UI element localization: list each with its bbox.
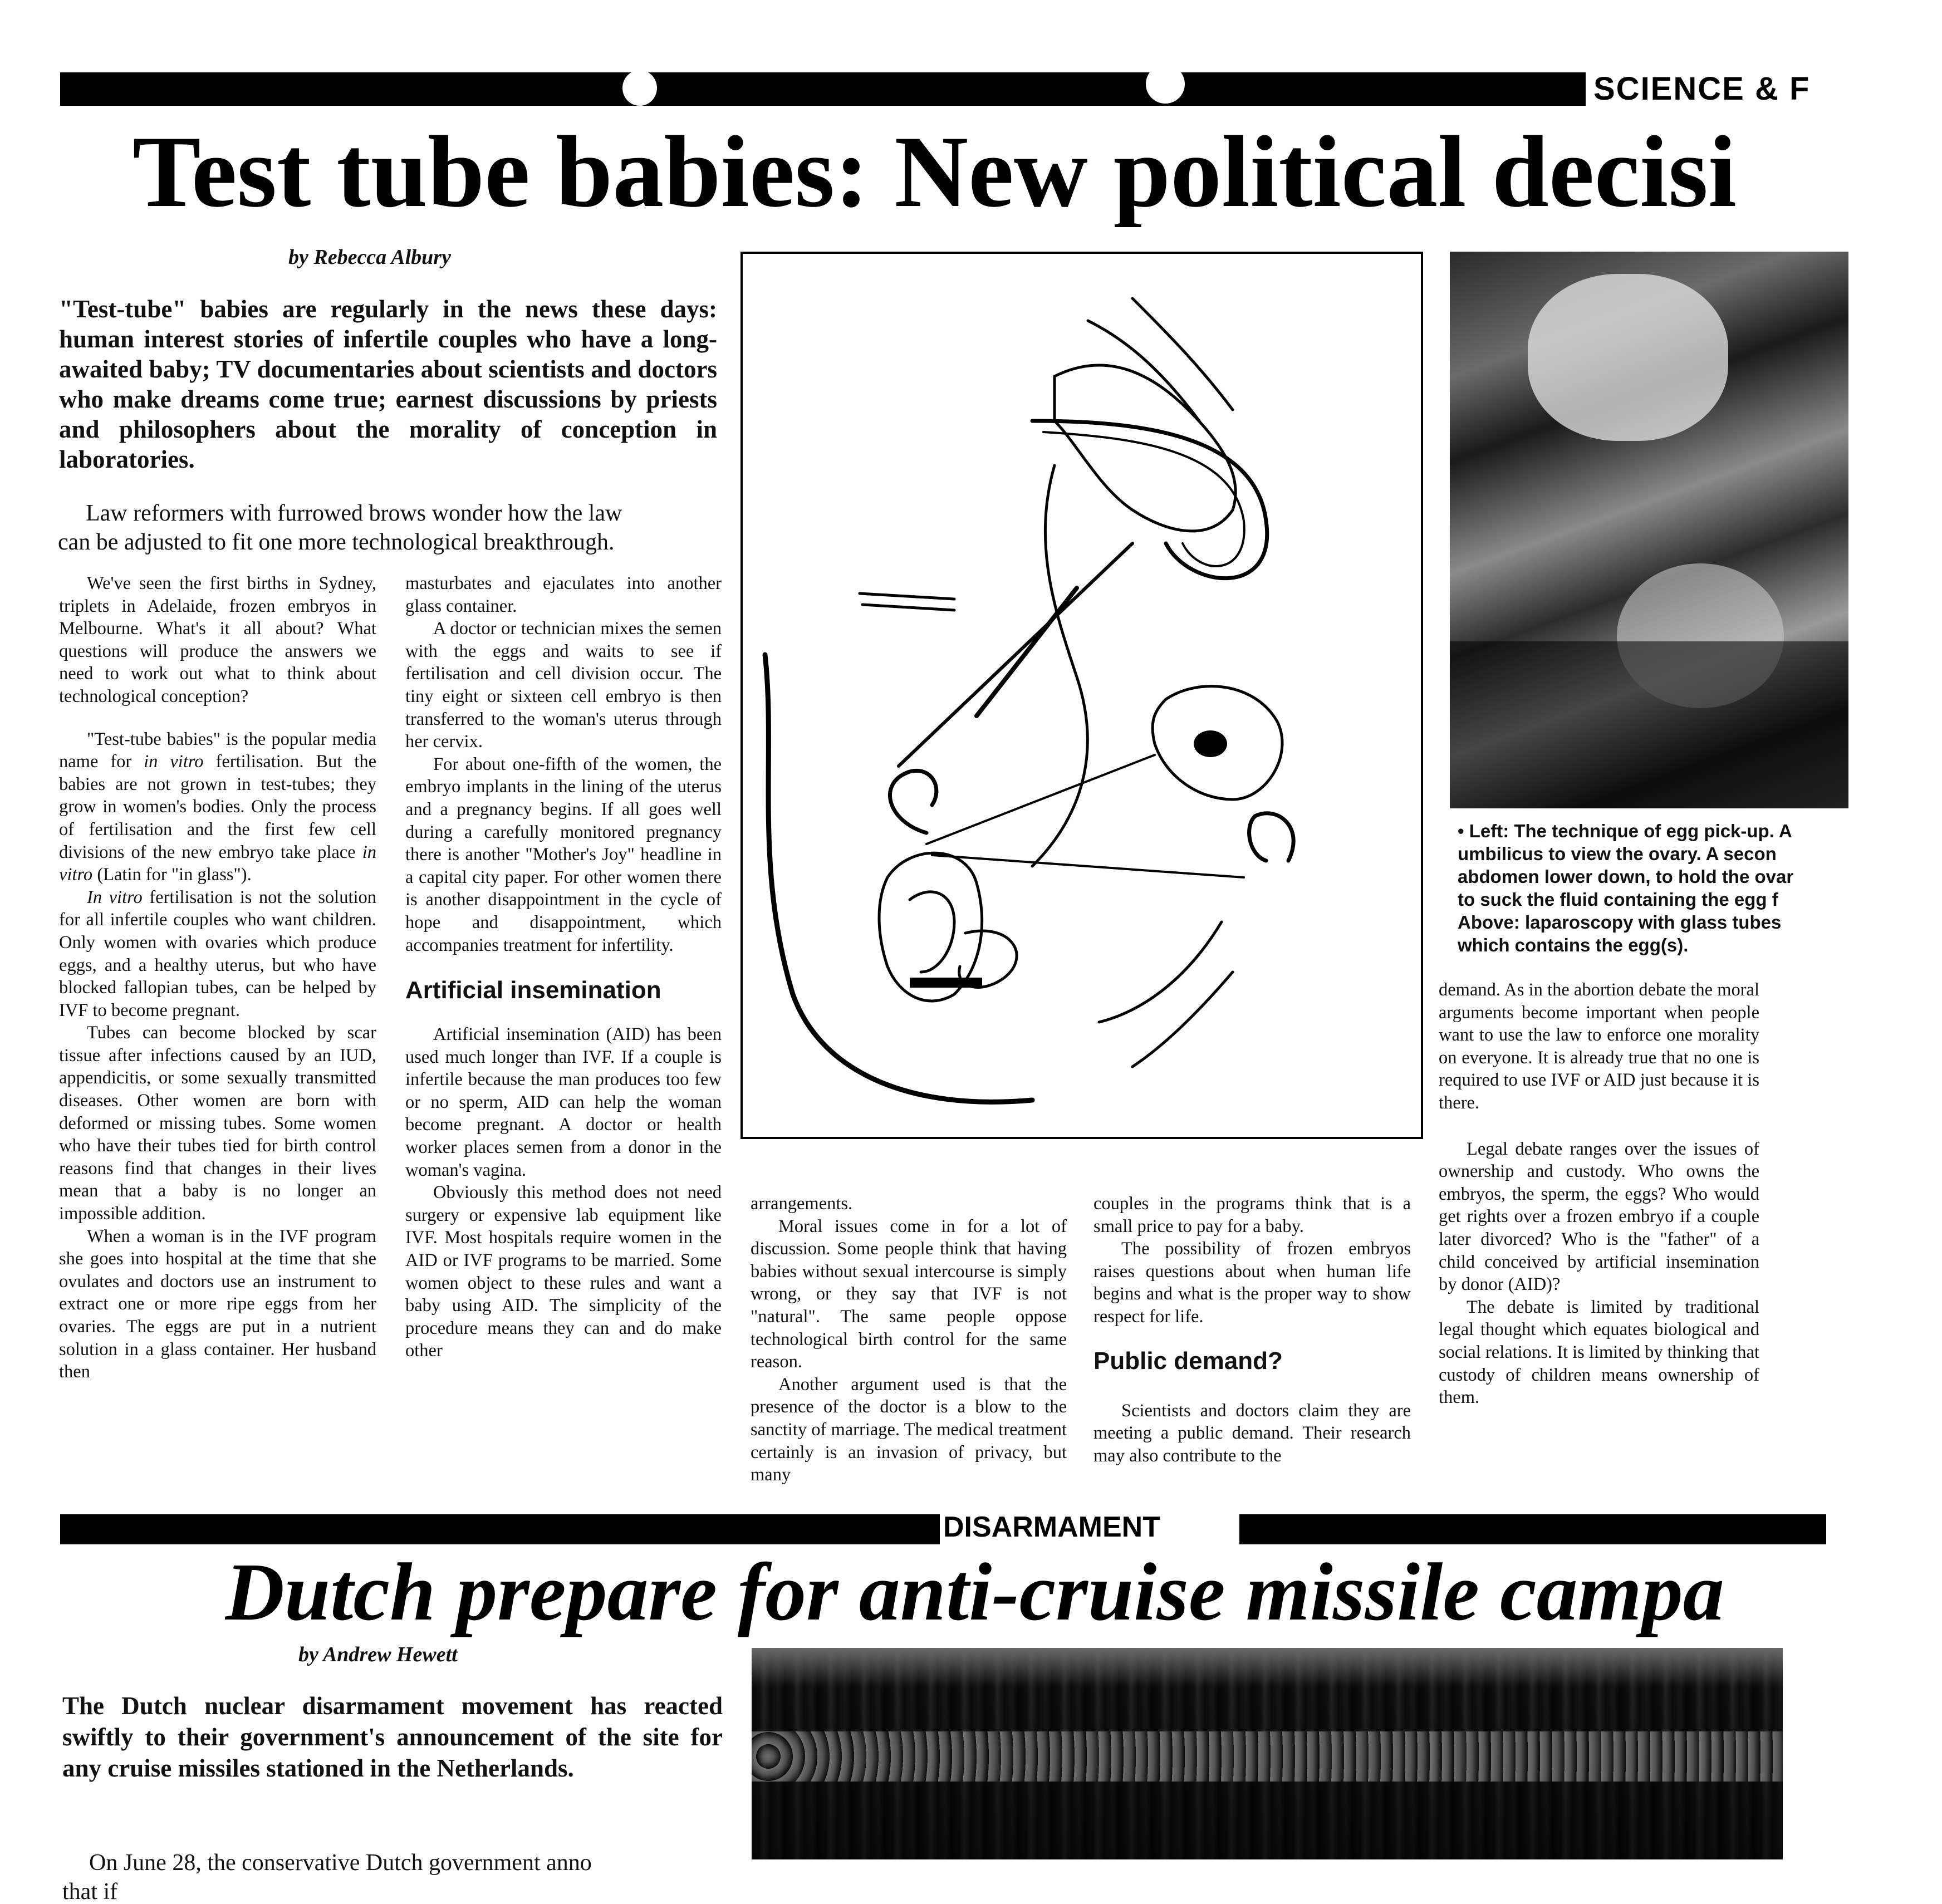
caption-line-2: umbilicus to view the ovary. A secon [1458, 843, 1777, 864]
article2-body-line-1: On June 28, the conservative Dutch government anno [89, 1850, 592, 1876]
col4-paragraph-2: The possibility of frozen embryos raises questions about when human life begins and what is the proper way to show respect for life. [1093, 1239, 1411, 1327]
egg-follicle [1194, 730, 1227, 757]
illustration-drawing [743, 254, 1421, 1137]
article1-lead: "Test-tube" babies are regularly in the news these days: human interest stories of infertile couples who have a long-awaited baby; TV documentaries about scientists and doctors who make dreams come true; earnest discussions by priests and philosophers about the morality of conception in laboratories. [59, 295, 717, 473]
article1-column-5 [1439, 979, 1759, 1409]
intro-line-1: Law reformers with furrowed brows wonder how the law [86, 500, 622, 526]
article1-column-3 [751, 1193, 1067, 1486]
col3-paragraph-1: arrangements. [751, 1194, 853, 1214]
col4-subhead: Public demand? [1093, 1347, 1283, 1375]
col1-p3-italic: In vitro [87, 887, 143, 907]
col1-paragraph-4: Tubes can become blocked by scar tissue after infections caused by an IUD, appendicitis, or some sexually transmitted diseases. Other women are born with deformed or missing tubes. Some women who have their tubes tied for birth control reasons find that changes in their lives mean that a baby is no longer an impossible addition. [59, 1023, 376, 1224]
col5-paragraph-1: demand. As in the abortion debate the moral arguments become important when people want to use the law to enforce one morality on everyone. It is already true that no one is required to use IVF or AID just because it is there. [1439, 980, 1759, 1113]
caption-line-1: • Left: The technique of egg pick-up. A [1458, 821, 1792, 841]
caption-line-5: Above: laparoscopy with glass tubes [1458, 912, 1782, 933]
col3-paragraph-3: Another argument used is that the presence of the doctor is a blow to the sanctity of marriage. The medical treatment certainly is an invasion of privacy, but many [751, 1374, 1067, 1485]
forceps-hook-right [1249, 813, 1294, 861]
needle-shaft [977, 588, 1077, 716]
protest-crowd-photo [752, 1648, 1783, 1859]
article1-headline: Test tube babies: New political decisi [133, 116, 1737, 227]
col1-p3-text: fertilisation is not the solution for all infertile couples who want children. Only women with ovaries which produce eggs, and a healthy uterus, but who have blocked fallopian tubes, can be helped by IVF to become pregnant. [59, 887, 376, 1020]
article2-body-line-2: that if [62, 1879, 118, 1903]
photo-caption [1458, 819, 1847, 956]
article1-intro [58, 499, 726, 557]
col5-paragraph-3: The debate is limited by traditional legal thought which equates biological and social relations. It is limited by thinking that custody of children means ownership of them. [1439, 1297, 1759, 1408]
crowd-photo-sky [752, 1648, 1783, 1687]
article1-column-1 [59, 572, 376, 1383]
skin-fold [1099, 922, 1233, 1067]
article2-headline: Dutch prepare for anti-cruise missile campa [225, 1547, 1724, 1638]
punch-hole-1 [622, 70, 657, 106]
col2-paragraph-3: For about one-fifth of the women, the embryo implants in the lining of the uterus and a pregnancy begins. If all goes well during a carefully monitored pregnancy there is another "Mother's Joy" headline in a capital city paper. For other women there is another disappointment in the cycle of hope and disappointment, which accompanies treatment for infertility. [405, 754, 722, 955]
egg-pickup-illustration [740, 252, 1423, 1139]
speculum [910, 978, 982, 988]
forceps-hook-left [890, 771, 936, 833]
article1-byline: by Rebecca Albury [288, 246, 451, 269]
col3-paragraph-2: Moral issues come in for a lot of discussion. Some people think that having babies without sexual intercourse is simply wrong, or they say that IVF is not "natural". The same people oppose technological birth control for the same reason. [751, 1216, 1067, 1372]
col2-paragraph-4: Artificial insemination (AID) has been used much longer than IVF. If a couple is infertile because the man produces too few or no sperm, AID can help the woman become pregnant. A doctor or health worker places semen from a donor in the woman's vagina. [405, 1024, 722, 1180]
laparoscopy-photo [1450, 252, 1848, 808]
abdomen-outline [765, 655, 1032, 1102]
laparoscope-shaft [899, 543, 1132, 766]
caption-line-3: abdomen lower down, to hold the ovar [1458, 866, 1794, 887]
article2-lead: The Dutch nuclear disarmament movement has reacted swiftly to their government's announcement of the site for any cruise missiles stationed in the Netherlands. [62, 1692, 723, 1782]
uterus-inner [910, 892, 954, 972]
col2-paragraph-1: masturbates and ejaculates into another glass container. [405, 573, 722, 616]
col4-paragraph-3: Scientists and doctors claim they are meeting a public demand. Their research may also contribute to the [1093, 1400, 1411, 1466]
col5-paragraph-2: Legal debate ranges over the issues of ownership and custody. Who owns the embryos, the sperm, the eggs? Who would get rights over a frozen embryo if a couple later divorced? Who is the "father" of a child conceived by artificial insemination by donor (AID)? [1439, 1139, 1759, 1295]
col1-paragraph-1: We've seen the first births in Sydney, triplets in Adelaide, frozen embryos in Melbourne. What's it all about? What questions will produce the answers we need to work out what to think about technological conception? [59, 573, 376, 706]
disarmament-section-label: DISARMAMENT [943, 1511, 1160, 1543]
col2-subhead: Artificial insemination [405, 976, 661, 1004]
article2-byline: by Andrew Hewett [298, 1643, 458, 1666]
article1-column-2 [405, 572, 722, 1362]
body-contour [1032, 465, 1087, 866]
col1-p2-text-a: "Test-tube babies" is the popular media name for [59, 729, 376, 772]
col2-paragraph-5: Obviously this method does not need surgery or expensive lab equipment like IVF. Most hospitals require women in the AID or IVF programs to be married. Some women object to these rules and want a baby using AID. The simplicity of the procedure means they can and do make other [405, 1182, 722, 1361]
crowd-photo-faces [752, 1731, 1783, 1782]
punch-hole-2 [1146, 65, 1185, 104]
photo-highlight-mask [1528, 274, 1728, 441]
col1-paragraph-2 [59, 728, 376, 886]
col2-paragraph-2: A doctor or technician mixes the semen with the eggs and waits to see if fertilisation and cell division occur. The tiny eight or sixteen cell embryo is then transferred to the woman's uterus through her cervix. [405, 619, 722, 752]
article1-column-4 [1093, 1193, 1411, 1467]
col1-p2-italic-1: in vitro [144, 752, 204, 772]
intro-line-2: can be adjusted to fit one more technological breakthrough. [58, 529, 615, 555]
col4-paragraph-1: couples in the programs think that is a small price to pay for a baby. [1093, 1194, 1411, 1236]
syringe [860, 593, 954, 610]
disarmament-bar-right [1239, 1514, 1826, 1544]
disarmament-bar-left [60, 1514, 940, 1544]
col1-p2-text-c: (Latin for "in glass"). [92, 865, 252, 885]
article2-body [62, 1848, 753, 1903]
col1-paragraph-3 [59, 886, 376, 1022]
caption-line-4: to suck the fluid containing the egg f [1458, 889, 1778, 910]
hand-fingers [1088, 298, 1233, 421]
col1-paragraph-5: When a woman is in the IVF program she goes into hospital at the time that she ovulates and doctors use an instrument to extract one or more ripe eggs from her ovaries. The eggs are put in a nutrient solution in a glass container. Her husband then [59, 1226, 376, 1382]
col1-p2-text-b: fertilisation. But the babies are not grown in test-tubes; they grow in women's bodies. Only the process of fertilisation and the first few cell divisions of the new embryo take place [59, 752, 376, 862]
science-section-label: SCIENCE & F [1593, 71, 1811, 107]
col1-p2-italic-2: in vitro [59, 842, 376, 885]
caption-line-6: which contains the egg(s). [1458, 935, 1689, 955]
photo-shadow [1450, 641, 1848, 808]
science-section-bar [60, 72, 1586, 106]
